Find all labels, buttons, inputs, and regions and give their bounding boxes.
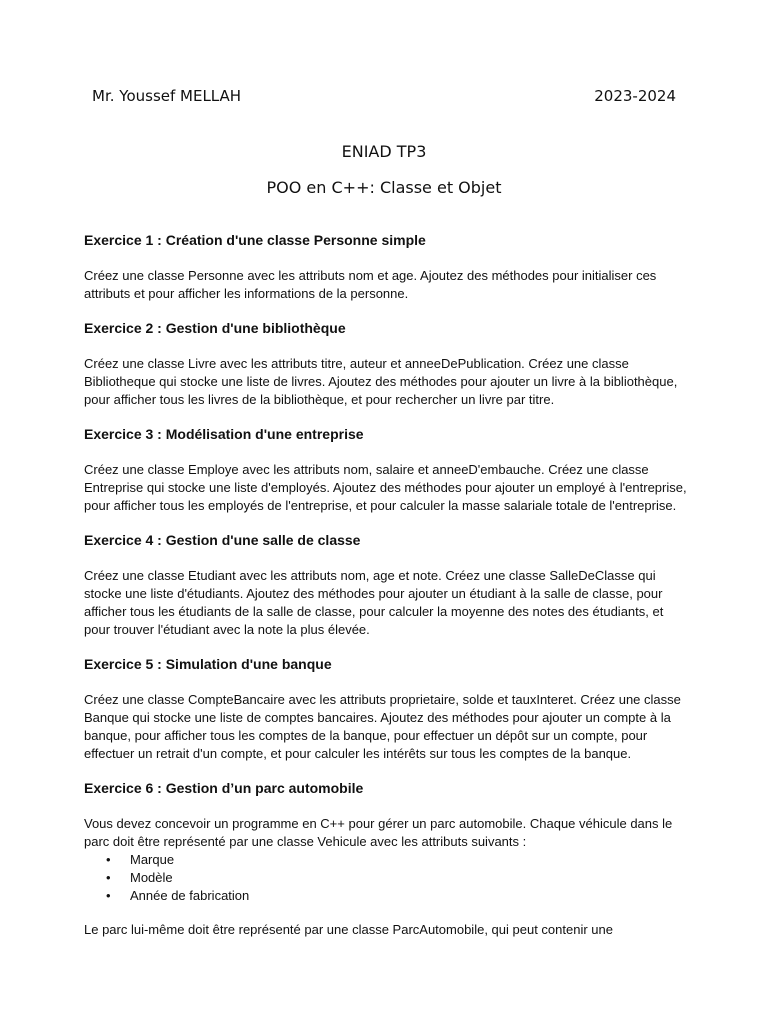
document-header [92,87,676,109]
author-name: Mr. Youssef MELLAH [92,87,242,105]
list-item [84,851,688,869]
document-title: ENIAD TP3 [341,142,427,161]
academic-year: 2023-2024 [594,87,676,105]
bullet-icon: • [106,870,111,885]
exercise-list [84,231,688,955]
list-item [84,887,688,905]
list-item-label: Modèle [130,870,173,885]
list-item [84,869,688,887]
list-item-label: Année de fabrication [130,888,250,903]
vehicle-attributes-list [84,851,688,905]
exercise-3-body: Créez une classe Employe avec les attributs nom, salaire et anneeD'embauche. Créez une classe Entreprise qui stocke une liste d'employés. Ajoutez des méthodes pour ajouter un employé à l'entreprise, pour afficher tous les employés de l'entreprise, et pour calculer la masse salariale totale de l'entreprise. [84,462,687,513]
exercise-5-body: Créez une classe CompteBancaire avec les attributs proprietaire, solde et tauxInteret. Créez une classe Banque qui stocke une liste de comptes bancaires. Ajoutez des méthodes pour ajouter un compte à la banque, pour afficher tous les comptes de la banque, pour effectuer un dépôt sur un compte, pour effectuer un retrait d'un compte, et pour calculer les intérêts sur tous les comptes de la banque. [84,692,681,761]
bullet-icon: • [106,852,111,867]
exercise-3-heading: Exercice 3 : Modélisation d'une entreprise [84,426,364,442]
exercise-6-body-continued: Le parc lui-même doit être représenté par une classe ParcAutomobile, qui peut contenir une [84,922,613,937]
bullet-icon: • [106,888,111,903]
exercise-4-body: Créez une classe Etudiant avec les attributs nom, age et note. Créez une classe SalleDeClasse qui stocke une liste d'étudiants. Ajoutez des méthodes pour ajouter un étudiant à la salle de classe, pour afficher tous les étudiants de la salle de classe, pour calculer la moyenne des notes des étudiants, et pour trouver l'étudiant avec la note la plus élevée. [84,568,664,637]
exercise-6-body: Vous devez concevoir un programme en C++ pour gérer un parc automobile. Chaque véhicule dans le parc doit être représenté par une classe Vehicule avec les attributs suivants : [84,816,673,849]
exercise-1-heading: Exercice 1 : Création d'une classe Personne simple [84,232,426,248]
list-item-label: Marque [130,852,175,867]
exercise-1-body: Créez une classe Personne avec les attributs nom et age. Ajoutez des méthodes pour initialiser ces attributs et pour afficher les informations de la personne. [84,268,657,301]
exercise-4-heading: Exercice 4 : Gestion d'une salle de classe [84,532,361,548]
exercise-5-heading: Exercice 5 : Simulation d'une banque [84,656,332,672]
exercise-2-body: Créez une classe Livre avec les attributs titre, auteur et anneeDePublication. Créez une classe Bibliotheque qui stocke une liste de livres. Ajoutez des méthodes pour ajouter un livre à la bibliothèque, pour afficher tous les livres de la bibliothèque, et pour rechercher un livre par titre. [84,356,678,407]
exercise-6-heading: Exercice 6 : Gestion d’un parc automobile [84,780,364,796]
exercise-2-heading: Exercice 2 : Gestion d'une bibliothèque [84,320,346,336]
document-subtitle: POO en C++: Classe et Objet [266,178,502,197]
